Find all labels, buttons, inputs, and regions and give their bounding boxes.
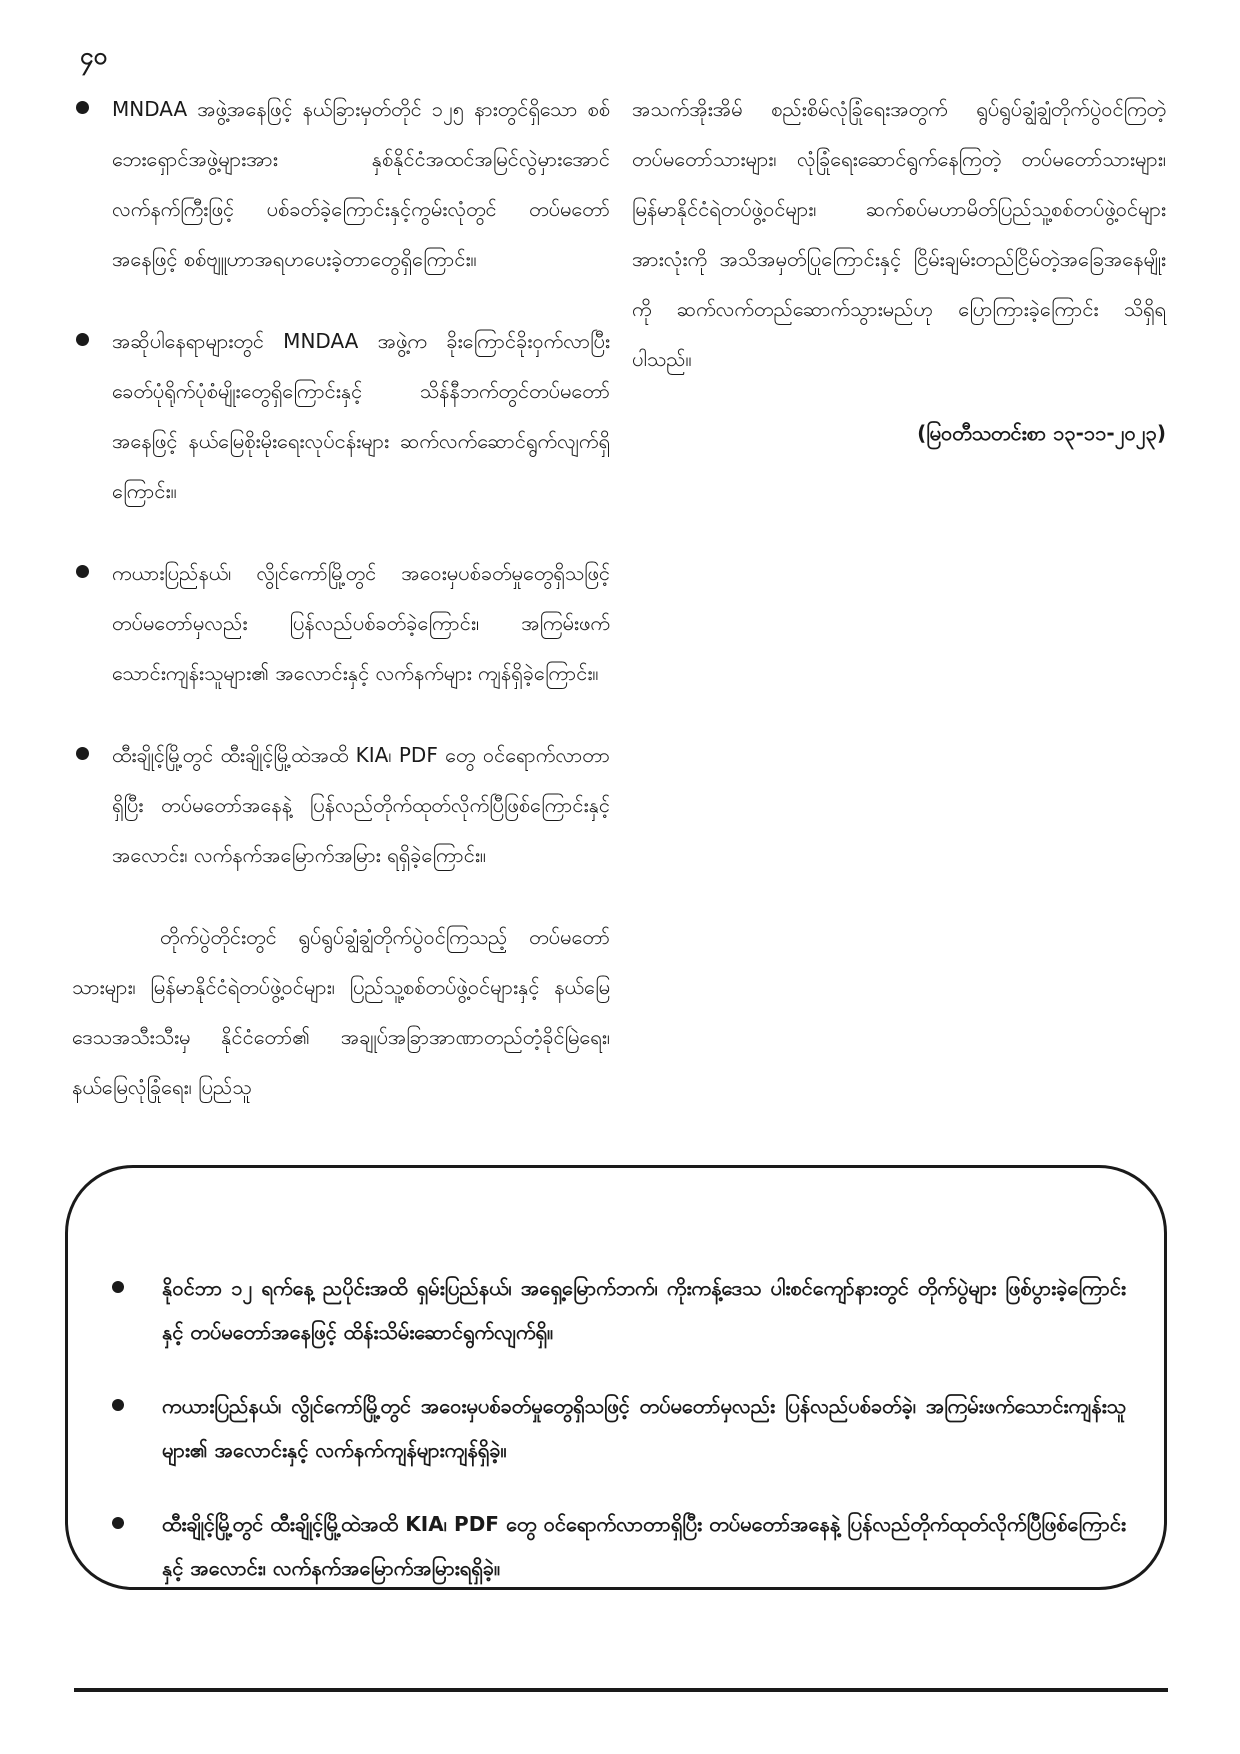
page-number: ၄၀ xyxy=(80,42,107,70)
left-bullet-item xyxy=(72,84,610,284)
bullet-text: ထီးချိုင့်မြို့တွင် ထီးချိုင့်မြို့ထဲအထိ KIA၊ PDF တွေ ဝင်ရောက်လာတာရှိပြီး တပ်မတော်အနေနဲ့ ပြန်လည်တိုက်ထုတ်လိုက်ပြီဖြစ်ကြောင်းနှင့် အလောင်း၊ လက်နက်အမြောက်အမြား ရရှိခဲ့ကြောင်း။ xyxy=(112,743,610,867)
summary-box xyxy=(65,1165,1167,1590)
summary-text: နိုဝင်ဘာ ၁၂ ရက်နေ့ ညပိုင်းအထိ ရှမ်းပြည်နယ်၊ အရှေ့မြောက်ဘက်၊ ကိုးကန့်ဒေသ ပါးစင်ကျော်နားတွင် တိုက်ပွဲများ ဖြစ်ပွားခဲ့ကြောင်းနှင့် တပ်မတော်အနေဖြင့် ထိန်းသိမ်းဆောင်ရွက်လျက်ရှိ။ xyxy=(162,1276,1126,1344)
right-paragraph: အသက်အိုးအိမ် စည်းစိမ်လုံခြုံရေးအတွက် ရွပ်ရွပ်ချွံချွံတိုက်ပွဲဝင်ကြတဲ့ တပ်မတော်သားများ၊ လုံခြုံရေးဆောင်ရွက်နေကြတဲ့ တပ်မတော်သားများ၊ မြန်မာနိုင်ငံရဲတပ်ဖွဲ့ဝင်များ၊ ဆက်စပ်မဟာမိတ်ပြည်သူ့စစ်တပ်ဖွဲ့ဝင်များအားလုံးကို အသိအမှတ်ပြုကြောင်းနှင့် ငြိမ်းချမ်းတည်ငြိမ်တဲ့အခြေအနေမျိုးကို ဆက်လက်တည်ဆောက်သွားမည်ဟု ပြောကြားခဲ့ကြောင်း သိရှိရပါသည်။ xyxy=(632,97,1166,371)
summary-text: ကယားပြည်နယ်၊ လွိုင်ကော်မြို့တွင် အဝေးမှပစ်ခတ်မှုတွေရှိသဖြင့် တပ်မတော်မှလည်း ပြန်လည်ပစ်ခတ်ခဲ့၊ အကြမ်းဖက်သောင်းကျန်းသူများ၏ အလောင်းနှင့် လက်နက်ကျန်များကျန်ရှိခဲ့။ xyxy=(162,1394,1126,1462)
bullet-icon xyxy=(76,333,89,346)
bullet-icon xyxy=(112,1399,124,1411)
summary-text: ထီးချိုင့်မြို့တွင် ထီးချိုင့်မြို့ထဲအထိ KIA၊ PDF တွေ ဝင်ရောက်လာတာရှိပြီး တပ်မတော်အနေနဲ့ ပြန်လည်တိုက်ထုတ်လိုက်ပြီဖြစ်ကြောင်းနှင့် အလောင်း၊ လက်နက်အမြောက်အမြားရရှိခဲ့။ xyxy=(162,1512,1126,1580)
bullet-icon xyxy=(76,101,89,114)
summary-item xyxy=(106,1266,1126,1354)
bullet-icon xyxy=(112,1517,124,1529)
bottom-divider xyxy=(74,1688,1168,1692)
bullet-text: ကယားပြည်နယ်၊ လွိုင်ကော်မြို့တွင် အဝေးမှပစ်ခတ်မှုတွေရှိသဖြင့် တပ်မတော်မှလည်း ပြန်လည်ပစ်ခတ်ခဲ့ကြောင်း၊ အကြမ်းဖက်သောင်းကျန်းသူများ၏ အလောင်းနှင့် လက်နက်များ ကျန်ရှိခဲ့ကြောင်း။ xyxy=(112,561,610,685)
bullet-icon xyxy=(112,1281,124,1293)
left-bullet-item xyxy=(72,548,610,698)
left-bullet-item xyxy=(72,316,610,516)
source-citation: (မြဝတီသတင်းစာ ၁၃-၁၁-၂၀၂၃) xyxy=(917,421,1166,445)
summary-item xyxy=(106,1502,1126,1590)
left-bullet-item xyxy=(72,730,610,880)
bullet-text: MNDAA အဖွဲ့အနေဖြင့် နယ်ခြားမှတ်တိုင် ၁၂၅ နားတွင်ရှိသော စစ်ဘေးရှောင်အဖွဲ့များအား နှစ်နိုင်ငံအထင်အမြင်လွဲမှားအောင် လက်နက်ကြီးဖြင့် ပစ်ခတ်ခဲ့ကြောင်းနှင့်ကွမ်းလုံတွင် တပ်မတော်အနေဖြင့် စစ်ဗျူဟာအရဟပေးခဲ့တာတွေရှိကြောင်း။ xyxy=(112,97,610,271)
bullet-icon xyxy=(76,747,89,760)
bullet-icon xyxy=(76,565,89,578)
left-column xyxy=(72,84,610,1112)
left-paragraph: တိုက်ပွဲတိုင်းတွင် ရွပ်ရွပ်ချွံချွံတိုက်ပွဲဝင်ကြသည့် တပ်မတော်သားများ၊ မြန်မာနိုင်ငံရဲတပ်ဖွဲ့ဝင်များ၊ ပြည်သူ့စစ်တပ်ဖွဲ့ဝင်များနှင့် နယ်မြေဒေသအသီးသီးမှ နိုင်ငံတော်၏ အချုပ်အခြာအာဏာတည်တံ့ခိုင်မြဲရေး၊ နယ်မြေလုံခြုံရေး၊ ပြည်သူ xyxy=(72,925,610,1099)
bullet-text: အဆိုပါနေရာများတွင် MNDAA အဖွဲ့က ခိုးကြောင်ခိုးဝှက်လာပြီး ခေတ်ပုံရိုက်ပုံစံမျိုးတွေရှိကြောင်းနှင့် သိန်နီဘက်တွင်တပ်မတော်အနေဖြင့် နယ်မြေစိုးမိုးရေးလုပ်ငန်းများ ဆက်လက်ဆောင်ရွက်လျက်ရှိကြောင်း။ xyxy=(112,329,610,503)
right-column xyxy=(632,84,1166,458)
summary-item xyxy=(106,1384,1126,1472)
